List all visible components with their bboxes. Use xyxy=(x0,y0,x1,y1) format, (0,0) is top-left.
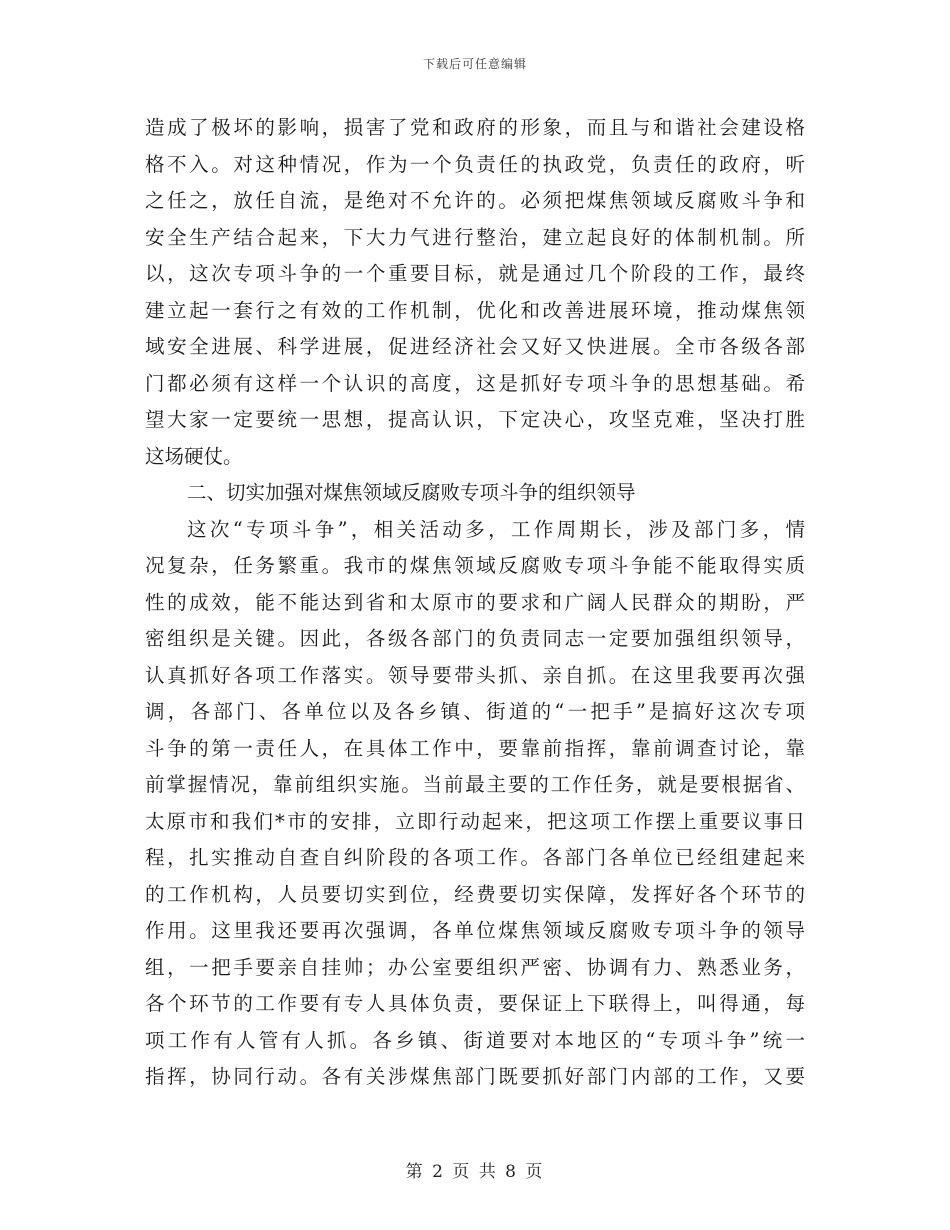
body-line: 各个环节的工作要有专人具体负责，要保证上下联得上，叫得通，每 xyxy=(145,992,805,1015)
body-line: 项工作有人管有人抓。各乡镇、街道要对本地区的“专项斗争”统一 xyxy=(145,1028,805,1052)
body-line: 这次“专项斗争”，相关活动多，工作周期长，涉及部门多，情 xyxy=(187,517,805,541)
body-line: 认真抓好各项工作落实。领导要带头抓、亲自抓。在这里我要再次强 xyxy=(145,663,805,687)
body-line: 前掌握情况，靠前组织实施。当前最主要的工作任务，就是要根据省、 xyxy=(145,773,805,796)
body-line: 密组织是关键。因此，各级各部门的负责同志一定要加强组织领导， xyxy=(145,627,805,650)
body-line: 性的成效，能不能达到省和太原市的要求和广阔人民群众的期盼，严 xyxy=(145,590,805,614)
section-heading: 二、切实加强对煤焦领域反腐败专项斗争的组织领导 xyxy=(187,481,636,504)
body-line: 的工作机构，人员要切实到位，经费要切实保障，发挥好各个环节的 xyxy=(145,882,805,906)
body-line: 指挥，协同行动。各有关涉煤焦部门既要抓好部门内部的工作，又要 xyxy=(145,1065,805,1088)
body-line: 域安全进展、科学进展，促进经济社会又好又快进展。全市各级各部 xyxy=(145,335,805,358)
body-line: 况复杂，任务繁重。我市的煤焦领域反腐败专项斗争能不能取得实质 xyxy=(145,554,805,577)
body-line: 程，扎实推动自查自纠阶段的各项工作。各部门各单位已经组建起来 xyxy=(145,846,805,869)
body-line: 格不入。对这种情况，作为一个负责任的执政党，负责任的政府，听 xyxy=(145,152,805,176)
body-line: 之任之，放任自流，是绝对不允许的。必须把煤焦领域反腐败斗争和 xyxy=(145,189,805,212)
body-line: 造成了极坏的影响，损害了党和政府的形象，而且与和谐社会建设格 xyxy=(145,116,805,139)
body-line: 组，一把手要亲自挂帅；办公室要组织严密、协调有力、熟悉业务， xyxy=(145,955,805,979)
page-number: 第 2 页 共 8 页 xyxy=(405,1162,545,1182)
body-line: 作用。这里我还要再次强调，各单位煤焦领域反腐败专项斗争的领导 xyxy=(145,919,805,942)
body-line: 以，这次专项斗争的一个重要目标，就是通过几个阶段的工作，最终 xyxy=(145,262,805,285)
body-line: 斗争的第一责任人，在具体工作中，要靠前指挥，靠前调查讨论，靠 xyxy=(145,736,805,760)
body-line: 太原市和我们*市的安排，立即行动起来，把这项工作摆上重要议事日 xyxy=(145,809,805,833)
body-line: 建立起一套行之有效的工作机制，优化和改善进展环境，推动煤焦领 xyxy=(145,298,805,322)
body-line: 这场硬仗。 xyxy=(145,444,243,468)
page-header-note: 下载后可任意编辑 xyxy=(422,57,527,71)
document-body xyxy=(145,110,805,1096)
body-line: 门都必须有这样一个认识的高度，这是抓好专项斗争的思想基础。希 xyxy=(145,371,805,395)
body-line: 安全生产结合起来，下大力气进行整治，建立起良好的体制机制。所 xyxy=(145,225,805,249)
body-line: 调，各部门、各单位以及各乡镇、街道的“一把手”是搞好这次专项 xyxy=(145,700,805,723)
body-line: 望大家一定要统一思想，提高认识，下定决心，攻坚克难，坚决打胜 xyxy=(145,408,805,431)
